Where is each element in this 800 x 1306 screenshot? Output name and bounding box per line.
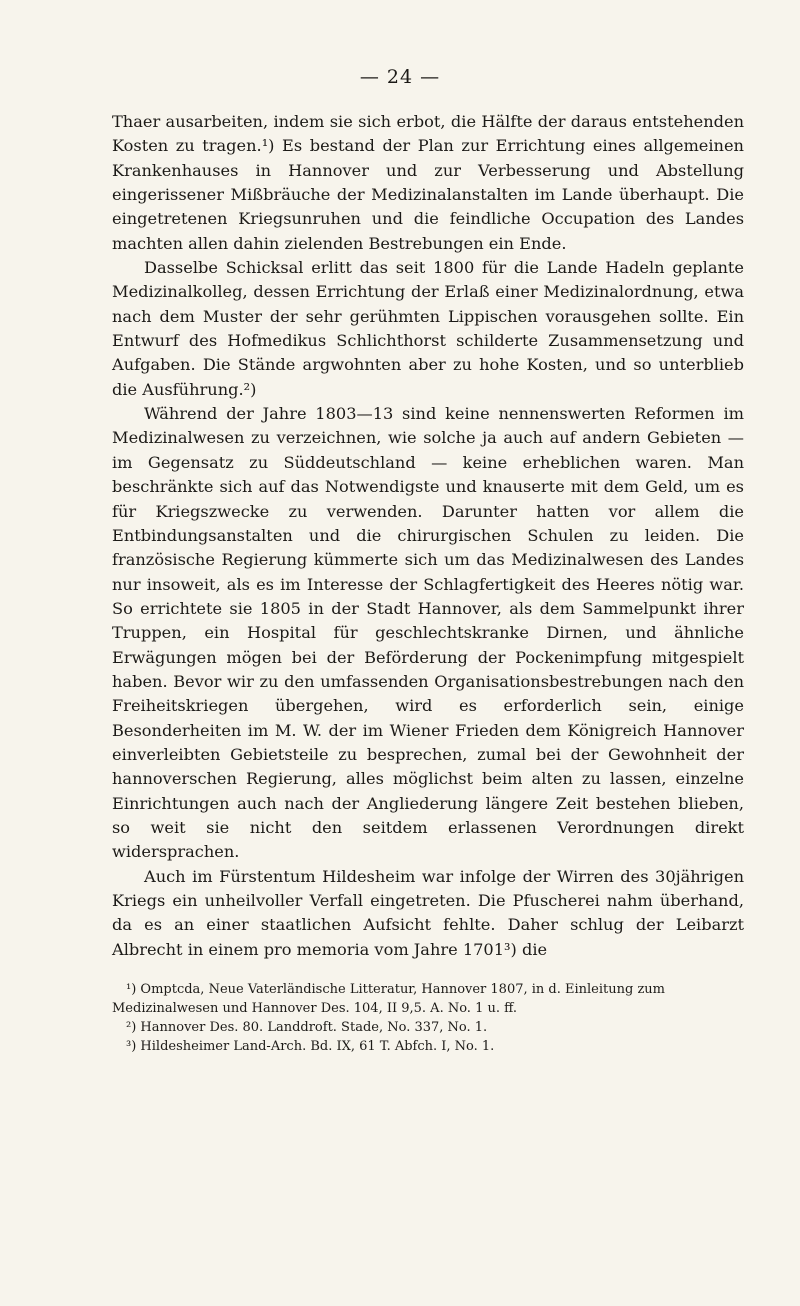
paragraph: Auch im Fürstentum Hildesheim war infolge der Wirren des 30jährigen Kriegs ein unheilvoller Verfall eingetreten. Die Pfuscherei nahm überhand, da es an einer staatlichen Aufsicht fehlte. Daher schlug der Leibarzt Albrecht in einem pro memoria vom Jahre 1701³) die bbox=[112, 866, 744, 959]
footnote: ¹) Omptcda, Neue Vaterländische Litteratur, Hannover 1807, in d. Einleitung zum Medizinalwesen und Hannover Des. 104, II 9,5. A. No. 1 u. ff. bbox=[112, 982, 666, 1017]
paragraph: Dasselbe Schicksal erlitt das seit 1800 für die Lande Hadeln geplante Medizinalkolleg, dessen Errichtung der Erlaß einer Medizinalordnung, etwa nach dem Muster der sehr gerühmten Lippischen vorausgehen sollte. Ein Entwurf des Hofmedikus Schlichthorst schilderte Zusammensetzung und Aufgaben. Die Stände argwohnten aber zu hohe Kosten, und so unterblieb die Ausführung.²) bbox=[112, 258, 744, 399]
paragraph: Thaer ausarbeiten, indem sie sich erbot, die Hälfte der daraus entstehenden Kosten zu tragen.¹) Es bestand der Plan zur Errichtung eines allgemeinen Krankenhauses in Hannover und zur Verbesserung und Abstellung eingerissener Mißbräuche der Medizinalanstalten im Lande überhaupt. Die eingetretenen Kriegsunruhen und die feindliche Occupation des Landes machten allen dahin zielenden Bestrebungen ein Ende. bbox=[112, 112, 744, 253]
body-text bbox=[112, 110, 744, 962]
footnotes bbox=[112, 980, 744, 1056]
footnote: ²) Hannover Des. 80. Landdroft. Stade, No. 337, No. 1. bbox=[126, 1020, 488, 1036]
footnote: ³) Hildesheimer Land-Arch. Bd. IX, 61 T. Abfch. I, No. 1. bbox=[126, 1039, 495, 1055]
page-number: — 24 — bbox=[359, 66, 441, 88]
paragraph: Während der Jahre 1803—13 sind keine nennenswerten Reformen im Medizinalwesen zu verzeichnen, wie solche ja auch auf andern Gebieten — im Gegensatz zu Süddeutschland — keine erheblichen waren. Man beschränkte sich auf das Notwendigste und knauserte mit dem Geld, um es für Kriegszwecke zu verwenden. Darunter hatten vor allem die Entbindungsanstalten und die chirurgischen Schulen zu leiden. Die französische Regierung kümmerte sich um das Medizinalwesen des Landes nur insoweit, als es im Interesse der Schlagfertigkeit des Heeres nötig war. So errichtete sie 1805 in der Stadt Hannover, als dem Sammelpunkt ihrer Truppen, ein Hospital für geschlechtskranke Dirnen, und ähnliche Erwägungen mögen bei der Beförderung der Pockenimpfung mitgespielt haben. Bevor wir zu den umfassenden Organisationsbestrebungen nach den Freiheitskriegen übergehen, wird es erforderlich sein, einige Besonderheiten im M. W. der im Wiener Frieden dem Königreich Hannover einverleibten Gebietsteile zu besprechen, zumal bei der Gewohnheit der hannoverschen Regierung, alles möglichst beim alten zu lassen, einzelne Einrichtungen auch nach der Angliederung längere Zeit bestehen blieben, so weit sie nicht den seitdem erlassenen Verordnungen direkt widersprachen. bbox=[112, 404, 744, 862]
